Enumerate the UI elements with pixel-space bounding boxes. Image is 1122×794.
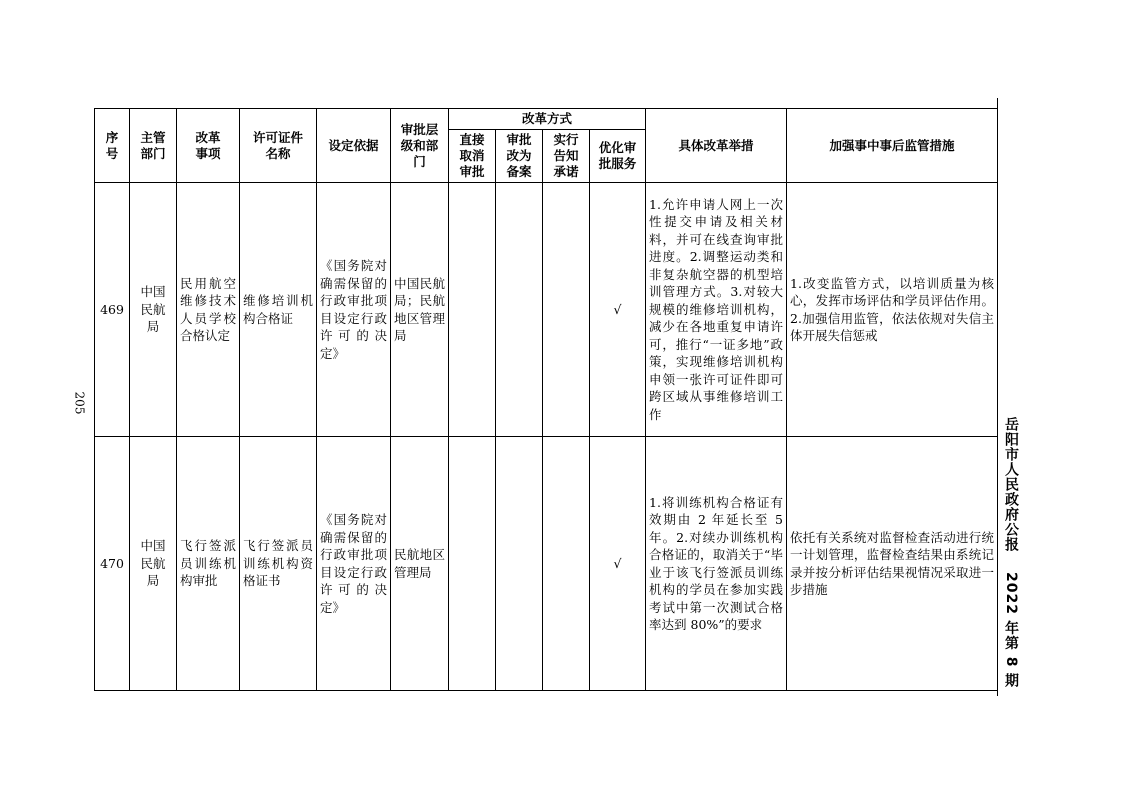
row-level: 中国民航局；民航地区管理局 bbox=[391, 183, 449, 437]
row-seq: 469 bbox=[95, 183, 130, 437]
row-basis: 《国务院对确需保留的行政审批项目设定行政许可的决定》 bbox=[317, 183, 391, 437]
row-measures: 1.将训练机构合格证有效期由 2 年延长至 5 年。2.对续办训练机构合格证的，取消关于“毕业于该飞行签派员训练机构的学员在参加实践考试中第一次测试合格率达到 80%”的要求 bbox=[646, 437, 787, 691]
header-reform-mode: 改革方式 bbox=[449, 109, 646, 130]
header-supervision: 加强事中事后监管措施 bbox=[787, 109, 998, 183]
side-title bbox=[998, 98, 1024, 696]
reform-table bbox=[94, 108, 998, 691]
table-row bbox=[95, 183, 998, 437]
row-item: 飞行签派员训练机构审批 bbox=[177, 437, 240, 691]
page-number: 205 bbox=[72, 391, 87, 415]
header-item: 改革事项 bbox=[177, 109, 240, 183]
header-seq: 序号 bbox=[95, 109, 130, 183]
row-direct-cancel bbox=[449, 437, 496, 691]
header-license: 许可证件名称 bbox=[240, 109, 317, 183]
issue-label: 2022 年第 8 期 bbox=[1003, 571, 1019, 688]
publication-title: 岳阳市人民政府公报 bbox=[1003, 416, 1019, 552]
row-dept: 中国民航局 bbox=[130, 183, 177, 437]
header-notify: 实行告知承诺 bbox=[543, 130, 590, 183]
row-seq: 470 bbox=[95, 437, 130, 691]
row-license: 飞行签派员训练机构资格证书 bbox=[240, 437, 317, 691]
row-supervision: 1.改变监管方式，以培训质量为核心，发挥市场评估和学员评估作用。2.加强信用监管，依法依规对失信主体开展失信惩戒 bbox=[787, 183, 998, 437]
row-dept: 中国民航局 bbox=[130, 437, 177, 691]
header-to-filing: 审批改为备案 bbox=[496, 130, 543, 183]
row-basis: 《国务院对确需保留的行政审批项目设定行政许可的决定》 bbox=[317, 437, 391, 691]
row-item: 民用航空维修技术人员学校合格认定 bbox=[177, 183, 240, 437]
header-dept: 主管部门 bbox=[130, 109, 177, 183]
header-optimize: 优化审批服务 bbox=[590, 130, 646, 183]
header-level: 审批层级和部门 bbox=[391, 109, 449, 183]
row-license: 维修培训机构合格证 bbox=[240, 183, 317, 437]
row-direct-cancel bbox=[449, 183, 496, 437]
row-optimize-check: √ bbox=[590, 183, 646, 437]
table-row bbox=[95, 437, 998, 691]
row-notify bbox=[543, 183, 590, 437]
header-direct-cancel: 直接取消审批 bbox=[449, 130, 496, 183]
row-to-filing bbox=[496, 183, 543, 437]
header-measures: 具体改革举措 bbox=[646, 109, 787, 183]
row-supervision: 依托有关系统对监督检查活动进行统一计划管理，监督检查结果由系统记录并按分析评估结果视情况采取进一步措施 bbox=[787, 437, 998, 691]
row-to-filing bbox=[496, 437, 543, 691]
row-measures: 1.允许申请人网上一次性提交申请及相关材料，并可在线查询审批进度。2.调整运动类和非复杂航空器的机型培训管理方式。3.对较大规模的维修培训机构，减少在各地重复申请许可，推行“一证多地”政策，实现维修培训机构申领一张许可证件即可跨区域从事维修培训工作 bbox=[646, 183, 787, 437]
header-basis: 设定依据 bbox=[317, 109, 391, 183]
row-notify bbox=[543, 437, 590, 691]
row-level: 民航地区管理局 bbox=[391, 437, 449, 691]
row-optimize-check: √ bbox=[590, 437, 646, 691]
